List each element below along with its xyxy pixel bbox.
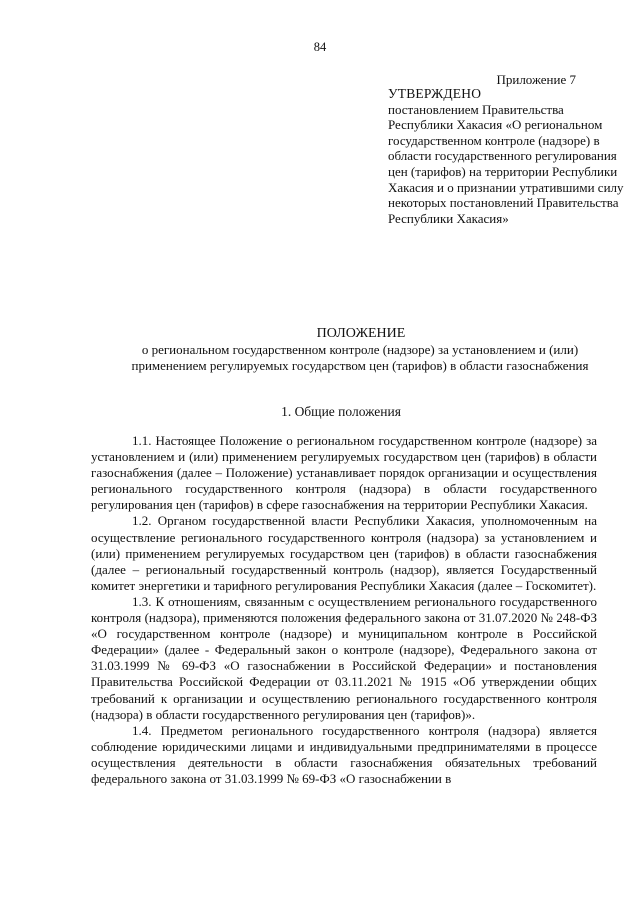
paragraph-1-2: 1.2. Органом государственной власти Республики Хакасия, уполномоченным на осуществление регионального государственного контроля (надзора) за установлением и (или) применением регулируемых государством цен (тарифов) в области газоснабжения (далее – региональный государственный контроль (надзор), является Государственный комитет энергетики и тарифного регулирования Республики Хакасия (далее – Госкомитет). [91, 513, 597, 593]
approval-block [388, 86, 628, 226]
page-number: 84 [313, 40, 327, 54]
paragraph-1-3: 1.3. К отношениям, связанным с осуществлением регионального государственного контроля (надзора), применяются положения федерального закона от 31.07.2020 № 248-ФЗ «О государственном контроле (надзоре) и муниципальном контроле в Российской Федерации» (далее - Федеральный закон о контроле (надзоре), Федерального закона от 31.03.1999 № 69-ФЗ «О газоснабжении в Российской Федерации» и постановления Правительства Российской Федерации от 03.11.2021 № 1915 «Об утверждении общих требований к организации и осуществлению регионального государственного контроля (надзора) в области государственного регулирования цен (тарифов)». [91, 593, 597, 722]
appendix-label: Приложение 7 [496, 72, 576, 87]
paragraph-1-4: 1.4. Предметом регионального государственного контроля (надзора) является соблюдение юридическими лицами и индивидуальными предпринимателями в процессе осуществления деятельности в области газоснабжения обязательных требований федерального закона от 31.03.1999 № 69-ФЗ «О газоснабжении в [91, 722, 597, 786]
paragraph-1-1: 1.1. Настоящее Положение о региональном государственном контроле (надзоре) за установлением и (или) применением регулируемых государством цен (тарифов) в области газоснабжения (далее – Положение) устанавливает порядок организации и осуществления регионального государственного контроля (надзора) в области государственного регулирования цен (тарифов) в сфере газоснабжения на территории Республики Хакасия. [91, 433, 597, 513]
document-body [91, 433, 597, 787]
document-heading: ПОЛОЖЕНИЕ [316, 326, 406, 341]
approved-stamp-text: УТВЕРЖДЕНО [388, 86, 482, 101]
approval-resolution-text: постановлением Правительства Республики Хакасия «О региональном государственном контроле (надзоре) в области государственного регулирования цен (тарифов) на территории Республики Хакасия и о признании утратившими силу некоторых постановлений Правительства Республики Хакасия» [388, 101, 624, 226]
document-subtitle: о региональном государственном контроле (надзоре) за установлением и (или) применением регулируемых государством цен (тарифов) в области газоснабжения [131, 342, 589, 373]
section-title: 1. Общие положения [281, 404, 401, 419]
